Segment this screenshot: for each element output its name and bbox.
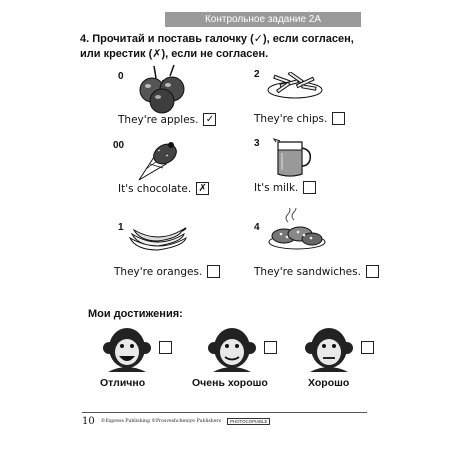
achievement-checkbox[interactable] — [361, 341, 374, 354]
answer-checkbox[interactable]: ✗ — [196, 182, 209, 195]
answer-checkbox[interactable] — [207, 265, 220, 278]
item-number: 00 — [113, 140, 125, 151]
item-caption — [118, 182, 209, 195]
caption-text: It's milk. — [254, 181, 299, 194]
item-number: 4 — [254, 222, 260, 233]
item-caption — [254, 112, 345, 125]
answer-checkbox[interactable] — [366, 265, 379, 278]
caption-text: They're chips. — [254, 112, 328, 125]
achievement-checkbox[interactable] — [264, 341, 277, 354]
achievements-title: Мои достижения: — [88, 308, 183, 320]
publisher-credit: ©Express Publishing ©Prosveshcheniye Publishers — [100, 419, 221, 424]
bananas-icon — [128, 226, 188, 252]
item-caption — [118, 113, 216, 126]
footer — [82, 416, 270, 427]
item-number: 2 — [254, 69, 260, 80]
item-number: 0 — [118, 71, 124, 82]
page-number: 10 — [82, 416, 95, 427]
caption-text: It's chocolate. — [118, 182, 192, 195]
achievement-checkbox[interactable] — [159, 341, 172, 354]
caption-text: They're apples. — [118, 113, 199, 126]
happy-monkey-icon — [102, 326, 152, 374]
answer-checkbox[interactable]: ✓ — [203, 113, 216, 126]
test-header: Контрольное задание 2А — [165, 12, 361, 27]
sandwiches-icon — [266, 208, 328, 252]
achievement-label: Хорошо — [308, 377, 350, 389]
task-title: 4. Прочитай и поставь галочку (✓), если согласен, или крестик (✗), если не согласен. — [80, 33, 354, 60]
item-number: 3 — [254, 138, 260, 149]
item-caption — [114, 265, 220, 278]
item-caption — [254, 181, 316, 194]
smiling-monkey-icon — [207, 326, 257, 374]
caption-text: They're sandwiches. — [254, 265, 361, 278]
item-number: 1 — [118, 222, 124, 233]
answer-checkbox[interactable] — [303, 181, 316, 194]
item-caption — [254, 265, 379, 278]
neutral-monkey-icon — [304, 326, 354, 374]
photocopiable-badge: PHOTOCOPIABLE — [227, 418, 271, 425]
caption-text: They're oranges. — [114, 265, 203, 278]
achievement-label: Отлично — [100, 377, 146, 389]
achievement-label: Очень хорошо — [192, 377, 268, 389]
ice-cream-icon — [136, 138, 182, 182]
footer-divider — [82, 412, 367, 413]
answer-checkbox[interactable] — [332, 112, 345, 125]
juice-jug-icon — [272, 138, 314, 178]
chips-icon — [266, 72, 324, 100]
apples-icon — [134, 64, 190, 114]
